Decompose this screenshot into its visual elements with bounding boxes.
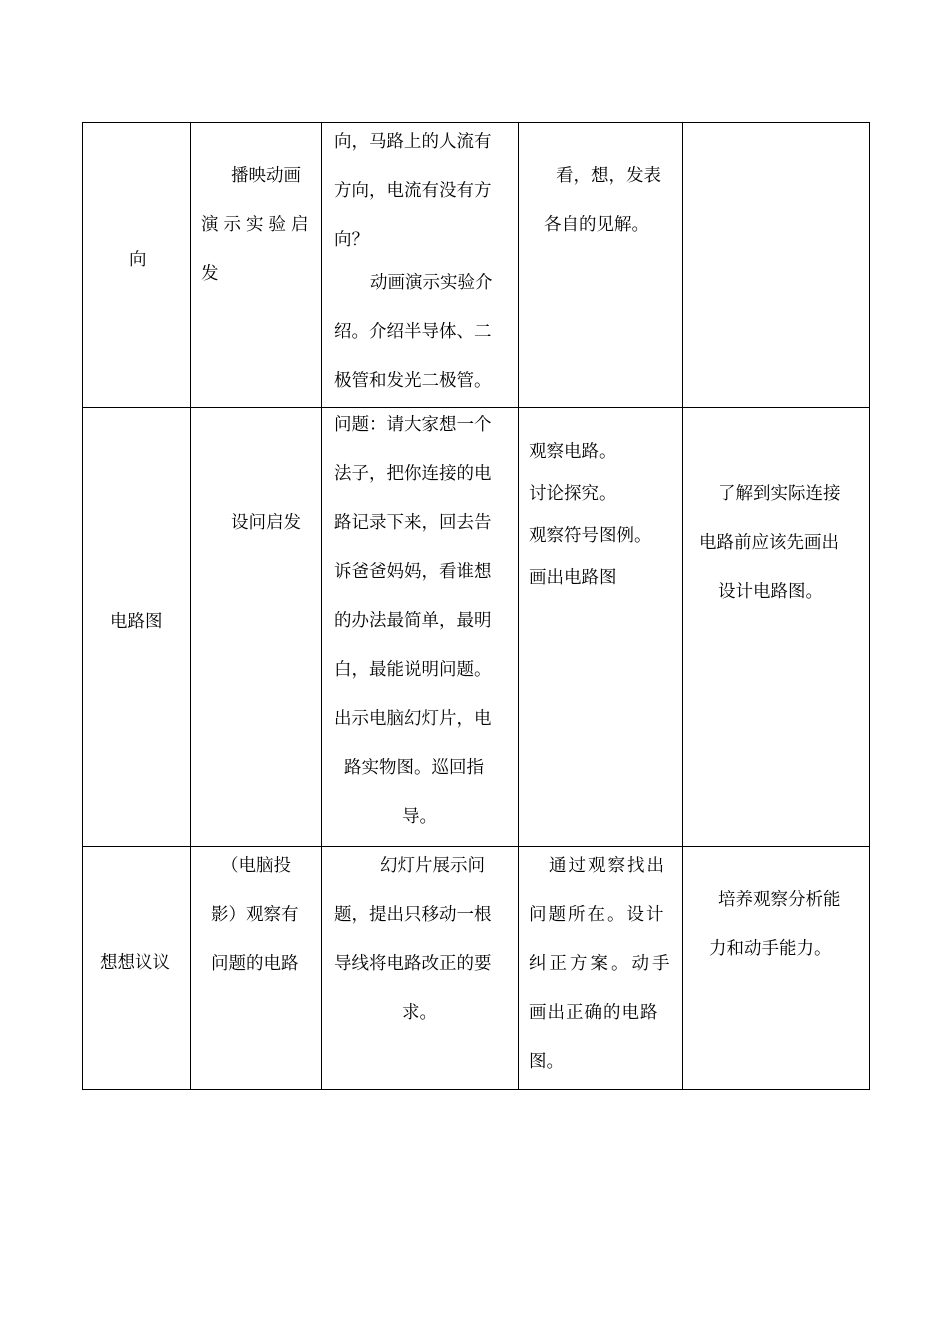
intent-text-line: 设计电路图。 — [718, 582, 823, 602]
content-text-line: 方向，电流有没有方 — [334, 181, 492, 201]
stage-label: 向 — [129, 250, 147, 270]
student-text-line: 观察符号图例。 — [529, 526, 652, 546]
stage-cell — [83, 408, 191, 847]
student-text-line: 图。 — [529, 1052, 564, 1072]
stage-label: 想想议议 — [100, 953, 170, 973]
content-text-line: 题，提出只移动一根 — [334, 905, 492, 925]
student-text-line: 观察电路。 — [529, 442, 617, 462]
teacher-activity-cell — [191, 123, 322, 408]
table-row — [83, 847, 870, 1090]
content-text-line: 求。 — [402, 1003, 437, 1023]
student-text-line: 讨论探究。 — [529, 484, 617, 504]
content-text-line: 动画演示实验介 — [370, 273, 493, 293]
content-text-line: 出示电脑幻灯片，电 — [334, 709, 492, 729]
teacher-text-line: 演示实验启 — [201, 215, 314, 235]
content-text-line: 问题：请大家想一个 — [334, 415, 492, 435]
content-text-line: 导线将电路改正的要 — [334, 954, 492, 974]
content-text-line: 极管和发光二极管。 — [334, 371, 492, 391]
student-text-line: 看，想，发表 — [556, 166, 661, 186]
intent-cell — [683, 408, 870, 847]
table-row — [83, 408, 870, 847]
teacher-activity-cell — [191, 408, 322, 847]
content-cell — [322, 408, 519, 847]
teacher-text-line: 问题的电路 — [211, 954, 299, 974]
student-text-line: 通过观察找出 — [549, 856, 666, 876]
student-text-line: 画出电路图 — [529, 568, 617, 588]
teacher-activity-cell — [191, 847, 322, 1090]
intent-cell — [683, 847, 870, 1090]
intent-text-line: 培养观察分析能 — [718, 890, 841, 910]
table-row — [83, 123, 870, 408]
content-text-line: 路实物图。巡回指 — [344, 758, 484, 778]
content-text-line: 向？ — [334, 230, 369, 250]
stage-cell — [83, 847, 191, 1090]
content-cell — [322, 123, 519, 408]
student-text-line: 各自的见解。 — [544, 215, 649, 235]
teacher-text-line: 设问启发 — [231, 513, 301, 533]
student-text-line: 问题所在。设计 — [529, 905, 666, 925]
content-text-line: 白，最能说明问题。 — [334, 660, 492, 680]
teacher-text-line: （电脑投 — [221, 856, 291, 876]
lesson-plan-table — [82, 122, 870, 1090]
teacher-text-line: 影）观察有 — [211, 905, 299, 925]
intent-text-line: 了解到实际连接 — [718, 484, 841, 504]
student-activity-cell — [519, 123, 683, 408]
content-cell — [322, 847, 519, 1090]
intent-cell — [683, 123, 870, 408]
intent-text-line: 力和动手能力。 — [709, 939, 832, 959]
student-text-line: 纠正方案。动手 — [529, 954, 673, 974]
student-text-line: 画出正确的电路 — [529, 1003, 659, 1023]
student-activity-cell — [519, 408, 683, 847]
content-text-line: 向，马路上的人流有 — [334, 132, 492, 152]
content-text-line: 幻灯片展示问 — [380, 856, 485, 876]
teacher-text-line: 发 — [201, 264, 219, 284]
content-text-line: 导。 — [402, 807, 437, 827]
content-text-line: 法子，把你连接的电 — [334, 464, 492, 484]
intent-text-line: 电路前应该先画出 — [699, 533, 839, 553]
stage-label: 电路图 — [110, 612, 163, 632]
content-text-line: 绍。介绍半导体、二 — [334, 322, 492, 342]
stage-cell — [83, 123, 191, 408]
content-text-line: 诉爸爸妈妈，看谁想 — [334, 562, 492, 582]
teacher-text-line: 播映动画 — [231, 166, 301, 186]
content-text-line: 的办法最简单，最明 — [334, 611, 492, 631]
student-activity-cell — [519, 847, 683, 1090]
content-text-line: 路记录下来，回去告 — [334, 513, 492, 533]
